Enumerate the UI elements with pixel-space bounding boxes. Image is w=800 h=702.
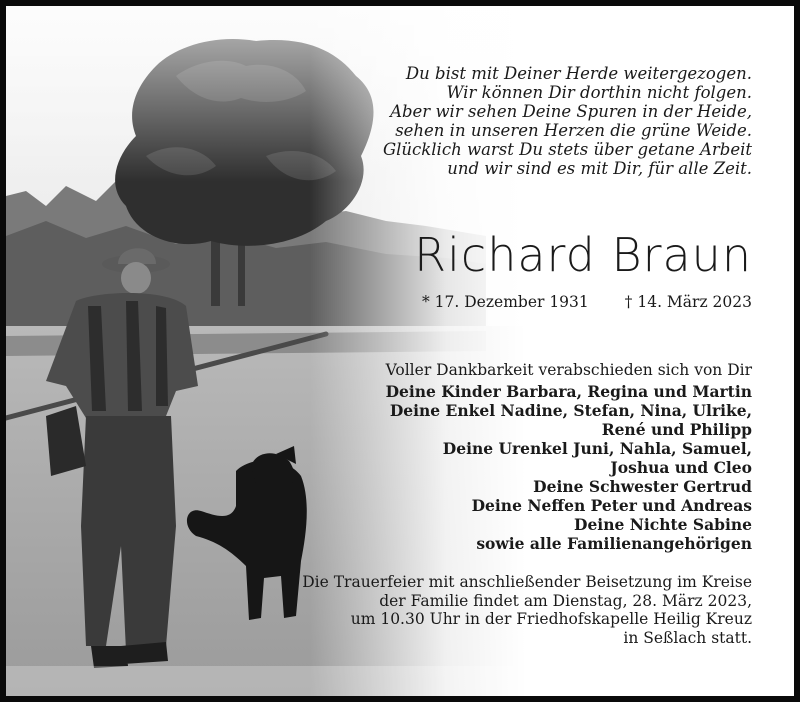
mourners-list xyxy=(332,382,752,553)
poem-line: und wir sind es mit Dir, für alle Zeit. xyxy=(447,159,752,178)
poem-line: Glücklich warst Du stets über getane Arbeit xyxy=(382,140,752,159)
poem-line: Aber wir sehen Deine Spuren in der Heide, xyxy=(390,102,752,121)
memorial-poem xyxy=(332,64,752,178)
mourner-line: Deine Kinder Barbara, Regina und Martin xyxy=(385,382,752,401)
mourner-line: Deine Neffen Peter und Andreas xyxy=(471,496,752,515)
funeral-service-info xyxy=(292,573,752,647)
death-date: † 14. März 2023 xyxy=(624,293,752,311)
mourner-line: Joshua und Cleo xyxy=(610,458,752,477)
life-dates xyxy=(422,293,752,311)
poem-line: sehen in unseren Herzen die grüne Weide. xyxy=(395,121,752,140)
mourner-line: sowie alle Familienangehörigen xyxy=(476,534,752,553)
birth-date: * 17. Dezember 1931 xyxy=(422,293,589,311)
mourner-line: René und Philipp xyxy=(601,420,752,439)
thanks-line: Voller Dankbarkeit verabschieden sich von Dir xyxy=(385,361,752,379)
deceased-name: Richard Braun xyxy=(414,228,752,282)
service-line: in Seßlach statt. xyxy=(623,628,752,647)
poem-line: Du bist mit Deiner Herde weitergezogen. xyxy=(405,64,752,83)
service-line: um 10.30 Uhr in der Friedhofskapelle Heilig Kreuz xyxy=(350,610,752,628)
service-line: der Familie findet am Dienstag, 28. März 2023, xyxy=(379,591,752,610)
service-line: Die Trauerfeier mit anschließender Beisetzung im Kreise xyxy=(302,573,752,591)
mourner-line: Deine Urenkel Juni, Nahla, Samuel, xyxy=(442,439,752,458)
mourner-line: Deine Enkel Nadine, Stefan, Nina, Ulrike, xyxy=(389,401,752,420)
mourner-line: Deine Schwester Gertrud xyxy=(533,477,752,496)
poem-line: Wir können Dir dorthin nicht folgen. xyxy=(446,83,752,102)
mourner-line: Deine Nichte Sabine xyxy=(574,515,752,534)
